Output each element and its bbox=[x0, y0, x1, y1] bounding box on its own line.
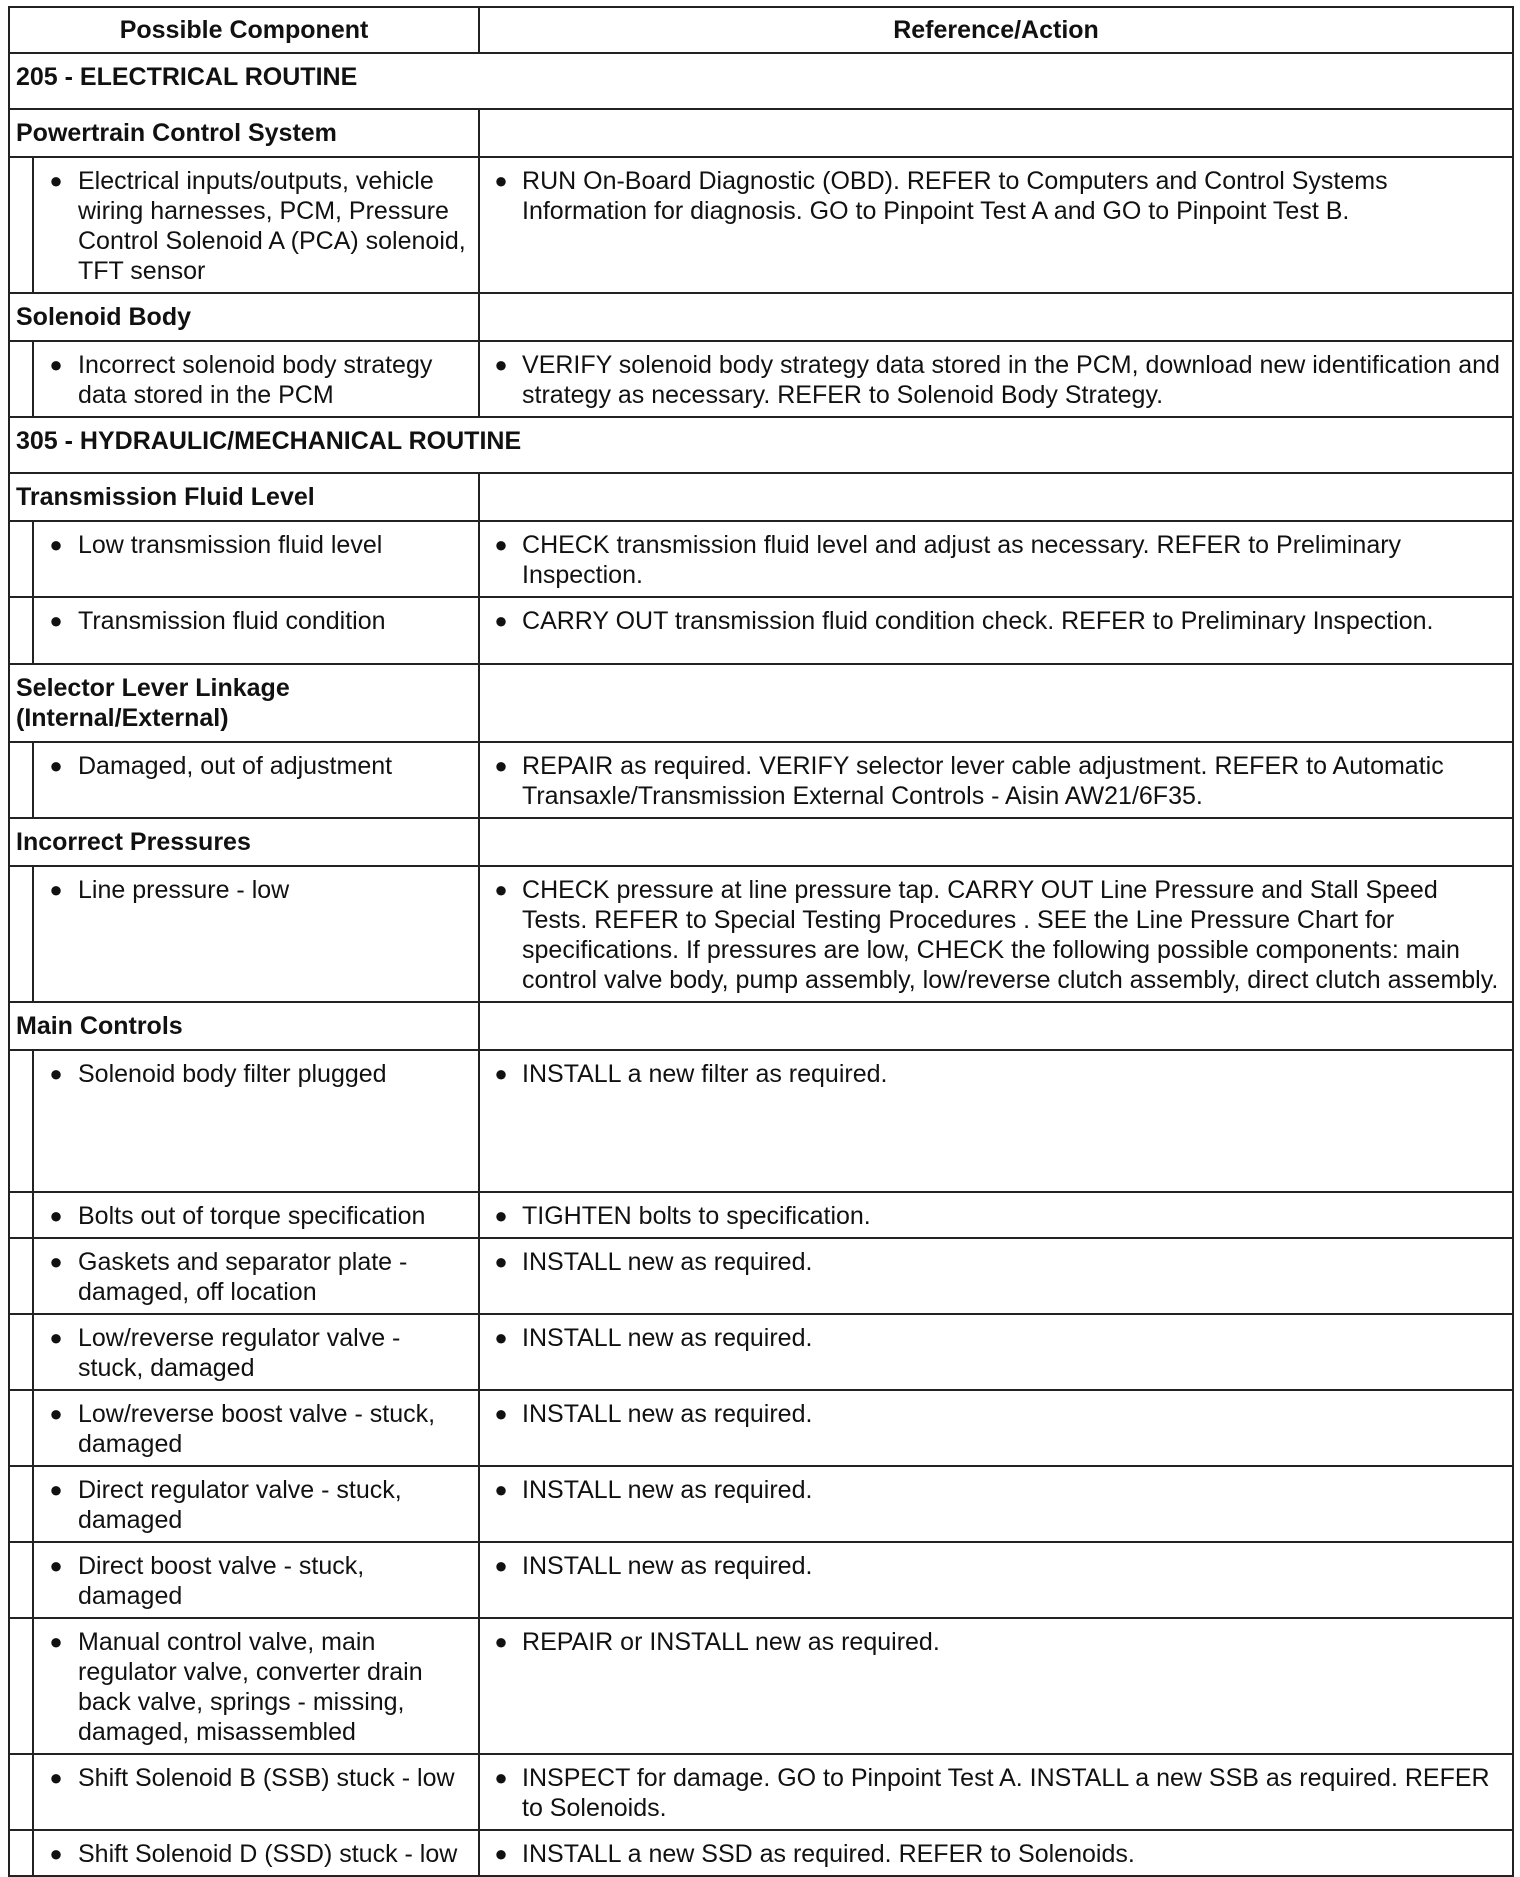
bullet-icon: ● bbox=[494, 1841, 508, 1866]
component-cell bbox=[33, 742, 479, 818]
table-row bbox=[9, 1618, 1513, 1754]
bullet-icon: ● bbox=[49, 1325, 63, 1350]
component-text: Incorrect solenoid body strategy data stored in the PCM bbox=[78, 351, 433, 409]
indent-cell bbox=[9, 157, 33, 293]
table-row bbox=[9, 742, 1513, 818]
bullet-icon: ● bbox=[494, 1249, 508, 1274]
bullet-icon: ● bbox=[494, 168, 508, 193]
action-text: CHECK pressure at line pressure tap. CARRY OUT Line Pressure and Stall Speed Tests. REFER to Special Testing Procedures . SEE the Line Pressure Chart for specifications. If pressures are low, CHECK the following possible components: main control valve body, pump assembly, low/reverse clutch assembly, direct clutch assembly. bbox=[522, 876, 1499, 994]
bullet-icon: ● bbox=[494, 1629, 508, 1654]
group-action-empty bbox=[479, 818, 1513, 866]
action-text: INSTALL a new filter as required. bbox=[522, 1060, 888, 1088]
indent-cell bbox=[9, 1192, 33, 1238]
action-text: INSTALL new as required. bbox=[522, 1324, 813, 1352]
bullet-icon: ● bbox=[49, 1249, 63, 1274]
indent-cell bbox=[9, 742, 33, 818]
action-text: INSTALL a new SSD as required. REFER to Solenoids. bbox=[522, 1840, 1135, 1868]
bullet-icon: ● bbox=[49, 1401, 63, 1426]
bullet-icon: ● bbox=[494, 1325, 508, 1350]
action-cell bbox=[479, 1050, 1513, 1192]
action-cell bbox=[479, 1192, 1513, 1238]
group-row bbox=[9, 109, 1513, 157]
indent-cell bbox=[9, 1466, 33, 1542]
table-row bbox=[9, 1050, 1513, 1192]
action-cell bbox=[479, 1754, 1513, 1830]
bullet-icon: ● bbox=[494, 1553, 508, 1578]
group-row bbox=[9, 1002, 1513, 1050]
bullet-icon: ● bbox=[49, 753, 63, 778]
component-cell bbox=[33, 1542, 479, 1618]
table-row bbox=[9, 1466, 1513, 1542]
bullet-icon: ● bbox=[494, 1477, 508, 1502]
action-text: INSTALL new as required. bbox=[522, 1552, 813, 1580]
component-text: Electrical inputs/outputs, vehicle wiring harnesses, PCM, Pressure Control Solenoid A (PCA) solenoid, TFT sensor bbox=[78, 167, 466, 285]
group-title: Transmission Fluid Level bbox=[9, 473, 479, 521]
action-text: REPAIR as required. VERIFY selector lever cable adjustment. REFER to Automatic Transaxle/Transmission External Controls - Aisin AW21/6F35. bbox=[522, 752, 1444, 810]
group-row bbox=[9, 473, 1513, 521]
action-text: CARRY OUT transmission fluid condition check. REFER to Preliminary Inspection. bbox=[522, 607, 1434, 635]
action-cell bbox=[479, 1542, 1513, 1618]
indent-cell bbox=[9, 1618, 33, 1754]
indent-cell bbox=[9, 521, 33, 597]
table-row bbox=[9, 866, 1513, 1002]
indent-cell bbox=[9, 866, 33, 1002]
action-text: INSPECT for damage. GO to Pinpoint Test A. INSTALL a new SSB as required. REFER to Solenoids. bbox=[522, 1764, 1490, 1822]
component-cell bbox=[33, 1314, 479, 1390]
group-title: Powertrain Control System bbox=[9, 109, 479, 157]
component-text: Damaged, out of adjustment bbox=[78, 752, 393, 780]
component-text: Bolts out of torque specification bbox=[78, 1202, 426, 1230]
bullet-icon: ● bbox=[494, 1401, 508, 1426]
group-action-empty bbox=[479, 664, 1513, 742]
bullet-icon: ● bbox=[494, 877, 508, 902]
action-cell bbox=[479, 1390, 1513, 1466]
section-row bbox=[9, 417, 1513, 473]
indent-cell bbox=[9, 1754, 33, 1830]
symptom-chart-table bbox=[8, 6, 1514, 1877]
bullet-icon: ● bbox=[49, 1203, 63, 1228]
indent-cell bbox=[9, 341, 33, 417]
bullet-icon: ● bbox=[49, 1553, 63, 1578]
component-cell bbox=[33, 1390, 479, 1466]
group-row bbox=[9, 293, 1513, 341]
action-text: REPAIR or INSTALL new as required. bbox=[522, 1628, 940, 1656]
table-body bbox=[9, 53, 1513, 1876]
component-text: Shift Solenoid B (SSB) stuck - low bbox=[78, 1764, 455, 1792]
section-title: 205 - ELECTRICAL ROUTINE bbox=[9, 53, 1513, 109]
action-text: TIGHTEN bolts to specification. bbox=[522, 1202, 871, 1230]
component-cell bbox=[33, 341, 479, 417]
action-cell bbox=[479, 1238, 1513, 1314]
action-cell bbox=[479, 157, 1513, 293]
table-row bbox=[9, 1390, 1513, 1466]
bullet-icon: ● bbox=[49, 1477, 63, 1502]
group-row bbox=[9, 818, 1513, 866]
component-cell bbox=[33, 521, 479, 597]
group-title: Incorrect Pressures bbox=[9, 818, 479, 866]
component-text: Gaskets and separator plate - damaged, off location bbox=[78, 1248, 408, 1306]
component-cell bbox=[33, 1754, 479, 1830]
group-action-empty bbox=[479, 109, 1513, 157]
bullet-icon: ● bbox=[49, 1061, 63, 1086]
action-cell bbox=[479, 742, 1513, 818]
component-text: Line pressure - low bbox=[78, 876, 290, 904]
component-text: Direct regulator valve - stuck, damaged bbox=[78, 1476, 402, 1534]
bullet-icon: ● bbox=[494, 753, 508, 778]
bullet-icon: ● bbox=[49, 608, 63, 633]
table-row bbox=[9, 1314, 1513, 1390]
bullet-icon: ● bbox=[494, 608, 508, 633]
action-text: RUN On-Board Diagnostic (OBD). REFER to Computers and Control Systems Information for diagnosis. GO to Pinpoint Test A and GO to Pinpoint Test B. bbox=[522, 167, 1388, 225]
bullet-icon: ● bbox=[494, 1765, 508, 1790]
action-text: INSTALL new as required. bbox=[522, 1400, 813, 1428]
bullet-icon: ● bbox=[494, 352, 508, 377]
indent-cell bbox=[9, 1830, 33, 1876]
indent-cell bbox=[9, 1238, 33, 1314]
component-text: Low transmission fluid level bbox=[78, 531, 383, 559]
bullet-icon: ● bbox=[494, 532, 508, 557]
component-text: Transmission fluid condition bbox=[78, 607, 386, 635]
bullet-icon: ● bbox=[49, 877, 63, 902]
component-cell bbox=[33, 1192, 479, 1238]
section-row bbox=[9, 53, 1513, 109]
component-text: Direct boost valve - stuck, damaged bbox=[78, 1552, 365, 1610]
group-row bbox=[9, 664, 1513, 742]
action-text: CHECK transmission fluid level and adjust as necessary. REFER to Preliminary Inspection. bbox=[522, 531, 1402, 589]
component-text: Solenoid body filter plugged bbox=[78, 1060, 387, 1088]
action-cell bbox=[479, 1830, 1513, 1876]
group-action-empty bbox=[479, 1002, 1513, 1050]
action-text: INSTALL new as required. bbox=[522, 1248, 813, 1276]
bullet-icon: ● bbox=[49, 532, 63, 557]
bullet-icon: ● bbox=[49, 168, 63, 193]
action-text: INSTALL new as required. bbox=[522, 1476, 813, 1504]
indent-cell bbox=[9, 1050, 33, 1192]
group-title: Solenoid Body bbox=[9, 293, 479, 341]
indent-cell bbox=[9, 597, 33, 664]
section-title: 305 - HYDRAULIC/MECHANICAL ROUTINE bbox=[9, 417, 1513, 473]
action-cell bbox=[479, 1314, 1513, 1390]
bullet-icon: ● bbox=[49, 352, 63, 377]
component-text: Low/reverse regulator valve - stuck, damaged bbox=[78, 1324, 401, 1382]
diagnostic-table-sheet bbox=[8, 6, 1512, 1877]
component-cell bbox=[33, 597, 479, 664]
table-header-row bbox=[9, 7, 1513, 53]
table-row bbox=[9, 1238, 1513, 1314]
table-row bbox=[9, 1754, 1513, 1830]
group-title: Main Controls bbox=[9, 1002, 479, 1050]
indent-cell bbox=[9, 1542, 33, 1618]
table-row bbox=[9, 341, 1513, 417]
action-cell bbox=[479, 1466, 1513, 1542]
action-text: VERIFY solenoid body strategy data stored in the PCM, download new identification and strategy as necessary. REFER to Solenoid Body Strategy. bbox=[522, 351, 1500, 409]
bullet-icon: ● bbox=[49, 1841, 63, 1866]
indent-cell bbox=[9, 1314, 33, 1390]
component-cell bbox=[33, 1830, 479, 1876]
group-title: Selector Lever Linkage (Internal/External) bbox=[9, 664, 479, 742]
action-cell bbox=[479, 866, 1513, 1002]
bullet-icon: ● bbox=[494, 1061, 508, 1086]
table-row bbox=[9, 1830, 1513, 1876]
component-cell bbox=[33, 157, 479, 293]
bullet-icon: ● bbox=[49, 1765, 63, 1790]
component-text: Low/reverse boost valve - stuck, damaged bbox=[78, 1400, 436, 1458]
component-cell bbox=[33, 1618, 479, 1754]
table-row bbox=[9, 157, 1513, 293]
header-possible-component: Possible Component bbox=[9, 7, 479, 53]
action-cell bbox=[479, 521, 1513, 597]
component-text: Manual control valve, main regulator valve, converter drain back valve, springs - missing, damaged, misassembled bbox=[78, 1628, 423, 1746]
table-row bbox=[9, 1542, 1513, 1618]
component-cell bbox=[33, 1466, 479, 1542]
bullet-icon: ● bbox=[494, 1203, 508, 1228]
table-row bbox=[9, 521, 1513, 597]
action-cell bbox=[479, 341, 1513, 417]
component-cell bbox=[33, 1238, 479, 1314]
bullet-icon: ● bbox=[49, 1629, 63, 1654]
table-row bbox=[9, 1192, 1513, 1238]
action-cell bbox=[479, 1618, 1513, 1754]
component-cell bbox=[33, 866, 479, 1002]
group-action-empty bbox=[479, 473, 1513, 521]
indent-cell bbox=[9, 1390, 33, 1466]
action-cell bbox=[479, 597, 1513, 664]
component-cell bbox=[33, 1050, 479, 1192]
group-action-empty bbox=[479, 293, 1513, 341]
header-reference-action: Reference/Action bbox=[479, 7, 1513, 53]
component-text: Shift Solenoid D (SSD) stuck - low bbox=[78, 1840, 458, 1868]
table-row bbox=[9, 597, 1513, 664]
